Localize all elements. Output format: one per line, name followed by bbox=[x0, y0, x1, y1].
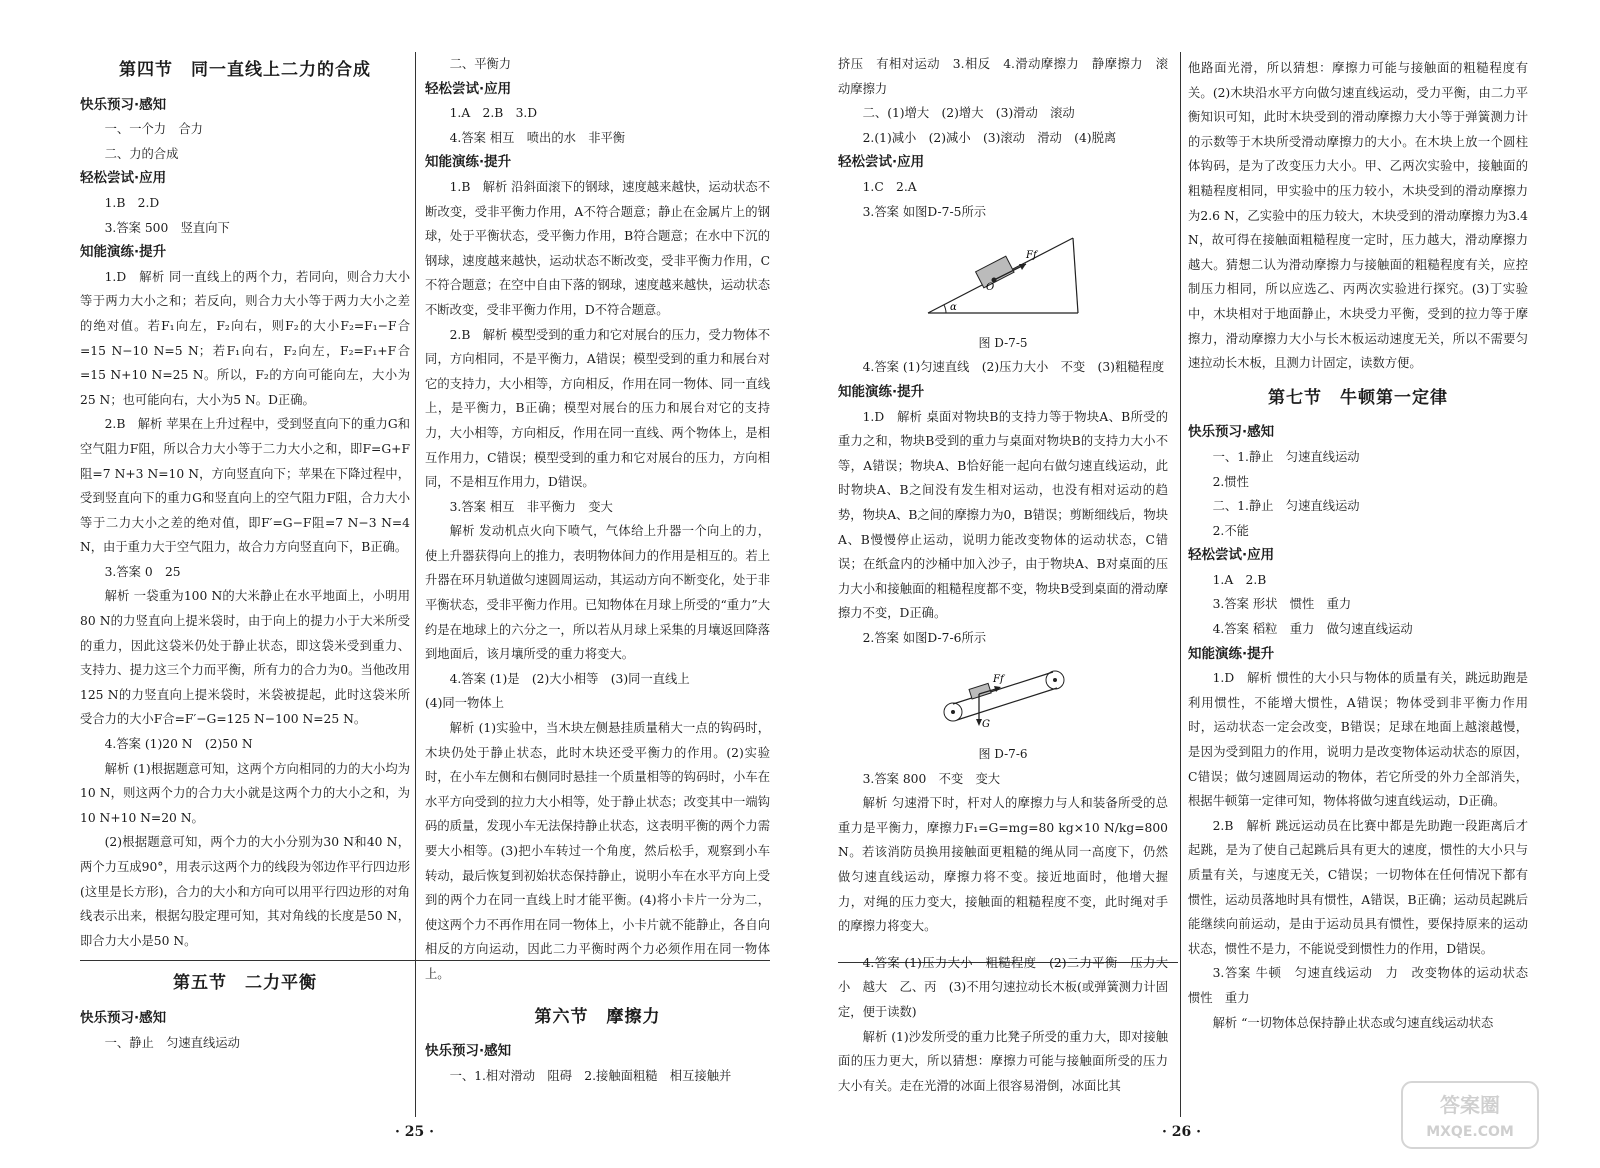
answer-line: 1.A 2.B 3.D bbox=[449, 106, 538, 121]
column-1 bbox=[80, 52, 410, 1122]
explanation: 1.D 解析 桌面对物块B的支持力等于物块A、B所受的重力之和，物块B受到的重力与桌面对物块B的支持力大小不等，A错误；物块A、B恰好能一起向右做匀速直线运动，此时物块A、B之间没有发生相对运动，也没有相对运动的趋势，物块A、B之间的摩擦力为0，B错误；剪断细线后，物块A、B慢慢停止运动，说明力能改变物体的运动状态，C错误；在纸盒内的沙桶中加入沙子，由于物块A、B对桌面的压力大小和接触面的粗糙程度都不变，物块B受到桌面的滑动摩擦力不变，D正确。 bbox=[838, 409, 1168, 621]
explanation: 他路面光滑，所以猜想：摩擦力可能与接触面的粗糙程度有关。(2)木块沿水平方向做匀速直线运动，受力平衡，由二力平衡知识可知，此时木块受到的滑动摩擦力大小等于弹簧测力计的示数等于木块所受滑动摩擦力的大小。在木块上放一个圆柱体钩码，是为了改变压力大小。甲、乙两次实验中，接触面的粗糙程度相同，甲实验中的压力较小，木块受到的滑动摩擦力为2.6 N，乙实验中的压力较大，木块受到的滑动摩擦力为3.4 N，故可得在接触面粗糙程度一定时，压力越大，滑动摩擦力越大。猜想二认为滑动摩擦力与接触面的粗糙程度有关，应控制压力相同，所以应选乙、丙两次实验进行探究。(3)丁实验中，木块相对于地面静止，木块受力平衡，受到的拉力等于摩擦力，滑动摩擦力大小与长木板运动速度无关，所以不需要匀速拉动长木板，且测力计固定，读数方便。 bbox=[1188, 61, 1528, 371]
conveyor-diagram bbox=[923, 654, 1083, 729]
answer-line: 4.答案 (1)压力大小 粗糙程度 (2)二力平衡 压力大小 越大 乙、丙 (3)不用匀速拉动长木板(或弹簧测力计固定，便于读数) bbox=[838, 955, 1168, 1019]
column-divider-right bbox=[1180, 52, 1181, 1117]
explanation: 解析 一袋重为100 N的大米静止在水平地面上，小明用80 N的力竖直向上提米袋时，由于向上的提力小于大米所受的重力，因此这袋米仍处于静止状态，即这袋米受到重力、支持力、提力这三个力而平衡，所有力的合力为0。当他改用125 N的力竖直向上提米袋时，米袋被提起，此时这袋米所受合力的大小F合=F′−G=125 N−100 N=25 N。 bbox=[80, 589, 410, 727]
explanation: 解析 匀速滑下时，杆对人的摩擦力与人和装备所受的总重力是平衡力，摩擦力F₁=G=mg=80 kg×10 N/kg=800 N。若该消防员换用接触面更粗糙的绳从同一高度下，仍然做匀速直线运动，摩擦力将不变。接近地面时，他增大握力，对绳的压力变大，接触面的粗糙程度不变，此时绳对手的摩擦力将变大。 bbox=[838, 796, 1168, 934]
explanation: 2.B 解析 模型受到的重力和它对展台的压力，受力物体不同，方向相同，不是平衡力，A错误；模型受到的重力和展台对它的支持力，大小相等，方向相反，作用在同一物体、同一直线上，是平衡力，B正确；模型对展台的压力和展台对它的支持力，大小相等，方向相反，作用在同一直线、两个物体上，是相互作用力，C错误；模型受到的重力和它对展台的压力，方向相同，不是相互作用力，D错误。 bbox=[425, 327, 770, 490]
answer-line: 2.答案 如图D-7-6所示 bbox=[862, 630, 987, 645]
answer-line: 2.惯性 bbox=[1212, 474, 1249, 489]
subheading: 轻松尝试·应用 bbox=[425, 80, 512, 97]
answer-line: 挤压 有相对运动 3.相反 4.滑动摩擦力 静摩擦力 滚动摩擦力 bbox=[838, 57, 1168, 96]
answer-line: 1.C 2.A bbox=[862, 179, 917, 194]
answer-line: 3.答案 800 不变 变大 bbox=[862, 771, 1001, 786]
angle-label: α bbox=[950, 302, 957, 314]
answer-line: 3.答案 相互 非平衡力 变大 bbox=[449, 499, 613, 514]
explanation: 1.D 解析 惯性的大小只与物体的质量有关，跳远助跑是利用惯性，不能增大惯性，A错误；物体受到非平衡力作用时，运动状态一定会改变，B错误；足球在地面上越滚越慢，是因为受到阻力的作用，说明力是改变物体运动状态的原因，C错误；做匀速圆周运动的物体，若它所受的外力全部消失，根据牛顿第一定律可知，物体将做匀速直线运动，D正确。 bbox=[1188, 671, 1528, 809]
subheading: 快乐预习·感知 bbox=[80, 96, 167, 113]
column-4 bbox=[1188, 56, 1541, 1126]
answer-line: 4.答案 (1)是 (2)大小相等 (3)同一直线上 bbox=[449, 671, 690, 686]
answer-line: 4.答案 (1)匀速直线 (2)压力大小 不变 (3)粗糙程度 bbox=[862, 360, 1165, 375]
answer-line: 一、1.相对滑动 阻碍 2.接触面粗糙 相互接触并 bbox=[449, 1068, 732, 1083]
section-title: 第四节 同一直线上二力的合成 bbox=[119, 60, 371, 80]
subheading: 知能演练·提升 bbox=[1188, 645, 1275, 662]
explanation: 1.D 解析 同一直线上的两个力，若同向，则合力大小等于两力大小之和；若反向，则合力大小等于两力大小之差的绝对值。若F₁向左，F₂向右，则F₂的大小F₂=F₁−F合=15 N−10 N=5 N；若F₁向右，F₂向左，F₂=F₁+F合=15 N+10 N=25 N。所以，F₂的方向可能向左，大小为25 N；也可能向右，大小为5 N。D正确。 bbox=[80, 269, 410, 407]
answer-line: 4.答案 相互 喷出的水 非平衡 bbox=[449, 130, 626, 145]
answer-line: 3.答案 0 25 bbox=[104, 564, 181, 579]
subheading: 快乐预习·感知 bbox=[80, 1009, 167, 1026]
subheading: 知能演练·提升 bbox=[838, 383, 925, 400]
explanation: (2)根据题意可知，两个力的大小分别为30 N和40 N，两个力互成90°，用表示这两个力的线段为邻边作平行四边形(这里是长方形)，合力的大小和方向可以用平行四边形的对角线表示出来，根据勾股定理可知，其对角线的长度是50 N，即合力大小是50 N。 bbox=[80, 835, 410, 948]
explanation: 解析 “一切物体总保持静止状态或匀速直线运动状态 bbox=[1212, 1015, 1494, 1030]
explanation: 2.B 解析 苹果在上升过程中，受到竖直向下的重力G和空气阻力F阻，所以合力大小等于二力大小之和，即F=G+F阻=7 N+3 N=10 N，方向竖直向下；苹果在下降过程中，受到竖直向下的重力G和竖直向上的空气阻力F阻，合力大小等于二力大小之差的绝对值，即F′=G−F阻=7 N−3 N=4 N，由于重力大于空气阻力，故合力方向竖直向下，B正确。 bbox=[80, 417, 410, 555]
column-3 bbox=[838, 52, 1168, 1122]
answer-line: 3.答案 如图D-7-5所示 bbox=[862, 204, 987, 219]
answer-line: 二、力的合成 bbox=[104, 146, 179, 161]
section-title: 第七节 牛顿第一定律 bbox=[1268, 387, 1448, 408]
answer-line: 4.答案 稻粒 重力 做匀速直线运动 bbox=[1212, 622, 1413, 637]
figure-caption: 图 D-7-5 bbox=[978, 335, 1028, 350]
force-label: Ff bbox=[993, 674, 1004, 686]
answer-line: (4)同一物体上 bbox=[425, 696, 504, 711]
answer-line: 3.答案 形状 惯性 重力 bbox=[1212, 597, 1352, 612]
figure-caption: 图 D-7-6 bbox=[978, 747, 1028, 762]
explanation: 解析 (1)沙发所受的重力比凳子所受的重力大，即对接触面的压力更大，所以猜想：摩擦力可能与接触面所受的压力大小有关。走在光滑的冰面上很容易滑倒，冰面比其 bbox=[838, 1029, 1168, 1093]
answer-line: 一、1.静止 匀速直线运动 bbox=[1212, 449, 1360, 464]
section-title: 第五节 二力平衡 bbox=[173, 973, 317, 994]
page-number-right: · 26 · bbox=[1162, 1124, 1201, 1140]
subheading: 轻松尝试·应用 bbox=[1188, 547, 1275, 564]
subheading: 知能演练·提升 bbox=[425, 154, 512, 171]
answer-line: 二、(1)增大 (2)增大 (3)滑动 滚动 bbox=[862, 106, 1075, 121]
watermark-url: MXQE.COM bbox=[1426, 1124, 1514, 1140]
answer-line: 二、平衡力 bbox=[449, 57, 512, 71]
answer-line: 2.(1)减小 (2)减小 (3)滚动 滑动 (4)脱离 bbox=[862, 130, 1117, 145]
subheading: 轻松尝试·应用 bbox=[80, 170, 167, 187]
answer-line: 1.B 2.D bbox=[104, 195, 160, 210]
column-2 bbox=[425, 52, 770, 1122]
watermark-text: 答案圈 bbox=[1440, 1093, 1500, 1117]
column-divider-left bbox=[415, 52, 416, 1117]
subheading: 快乐预习·感知 bbox=[1188, 424, 1275, 441]
figure-incline bbox=[838, 228, 1168, 327]
answer-line: 3.答案 500 竖直向下 bbox=[104, 220, 230, 235]
answer-line: 二、1.静止 匀速直线运动 bbox=[1212, 499, 1360, 514]
answer-line: 一、一个力 合力 bbox=[104, 122, 203, 137]
subheading: 知能演练·提升 bbox=[80, 244, 167, 261]
explanation: 解析 发动机点火向下喷气，气体给上升器一个向上的力，使上升器获得向上的推力，表明物体间力的作用是相互的。若上升器在环月轨道做匀速圆周运动，其运动方向不断变化，处于非平衡状态，受非平衡力作用。已知物体在月球上所受的“重力”大约是在地球上的六分之一，所以若从月球上采集的月壤返回降落到地面后，该月壤所受的重力将变大。 bbox=[425, 524, 770, 662]
force-label: Ff bbox=[1026, 250, 1037, 262]
figure-conveyor bbox=[838, 654, 1168, 738]
answer-line: 1.A 2.B bbox=[1212, 572, 1267, 587]
subheading: 快乐预习·感知 bbox=[425, 1043, 512, 1060]
answer-line: 4.答案 (1)20 N (2)50 N bbox=[104, 737, 253, 752]
section-title: 第六节 摩擦力 bbox=[534, 1006, 661, 1027]
origin-label: O bbox=[986, 282, 995, 294]
watermark-logo bbox=[1400, 1080, 1540, 1150]
explanation: 1.B 解析 沿斜面滚下的钢球，速度越来越快，运动状态不断改变，受非平衡力作用，A不符合题意；静止在金属片上的钢球，处于平衡状态，受平衡力作用，B符合题意；在水中下沉的钢球，速度越来越快，运动状态不断改变，受非平衡力作用，C不符合题意；在空中自由下落的钢球，速度越来越快，运动状态不断改变，受非平衡力作用，D不符合题意。 bbox=[425, 179, 770, 317]
explanation: 解析 (1)实验中，当木块左侧悬挂质量稍大一点的钩码时，木块仍处于静止状态，此时木块还受平衡力的作用。(2)实验时，在小车左侧和右侧同时悬挂一个质量相等的钩码时，小车在水平方向受到的拉力大小相等，处于静止状态；改变其中一端钩码的质量，发现小车无法保持静止状态，这表明平衡的两个力需要大小相等。(3)把小车转过一个角度，然后松手，观察到小车转动，最后恢复到初始状态保持静止，说明小车在水平方向上受到的两个力在同一直线上时才能平衡。(4)将小卡片一分为二，使这两个力不再作用在同一物体上，小卡片就不能静止，各自向相反的方向运动，因此二力平衡时两个力必须作用在同一物体上。 bbox=[425, 721, 770, 981]
gravity-label: G bbox=[982, 719, 990, 731]
answer-line: 2.不能 bbox=[1212, 523, 1249, 538]
page-number-left: · 25 · bbox=[395, 1124, 434, 1140]
answer-line: 一、静止 匀速直线运动 bbox=[104, 1035, 240, 1050]
explanation: 解析 (1)根据题意可知，这两个方向相同的力的大小均为10 N，则这两个力的合力大小就是这两个力的大小之和，为10 N+10 N=20 N。 bbox=[80, 761, 410, 825]
explanation: 2.B 解析 跳远运动员在比赛中都是先助跑一段距离后才起跳，是为了使自己起跳后具有更大的速度，惯性的大小只与质量有关，与速度无关，C错误；一切物体在任何情况下都有惯性，运动员落地时具有惯性，A错误，B正确；运动员起跳后能继续向前运动，是由于运动员具有惯性，要保持原来的运动状态，惯性不是力，不能说受到惯性力的作用，D错误。 bbox=[1188, 818, 1528, 956]
incline-diagram bbox=[918, 228, 1088, 318]
answer-line: 3.答案 牛顿 匀速直线运动 力 改变物体的运动状态 惯性 重力 bbox=[1188, 966, 1541, 1005]
subheading: 轻松尝试·应用 bbox=[838, 154, 925, 171]
